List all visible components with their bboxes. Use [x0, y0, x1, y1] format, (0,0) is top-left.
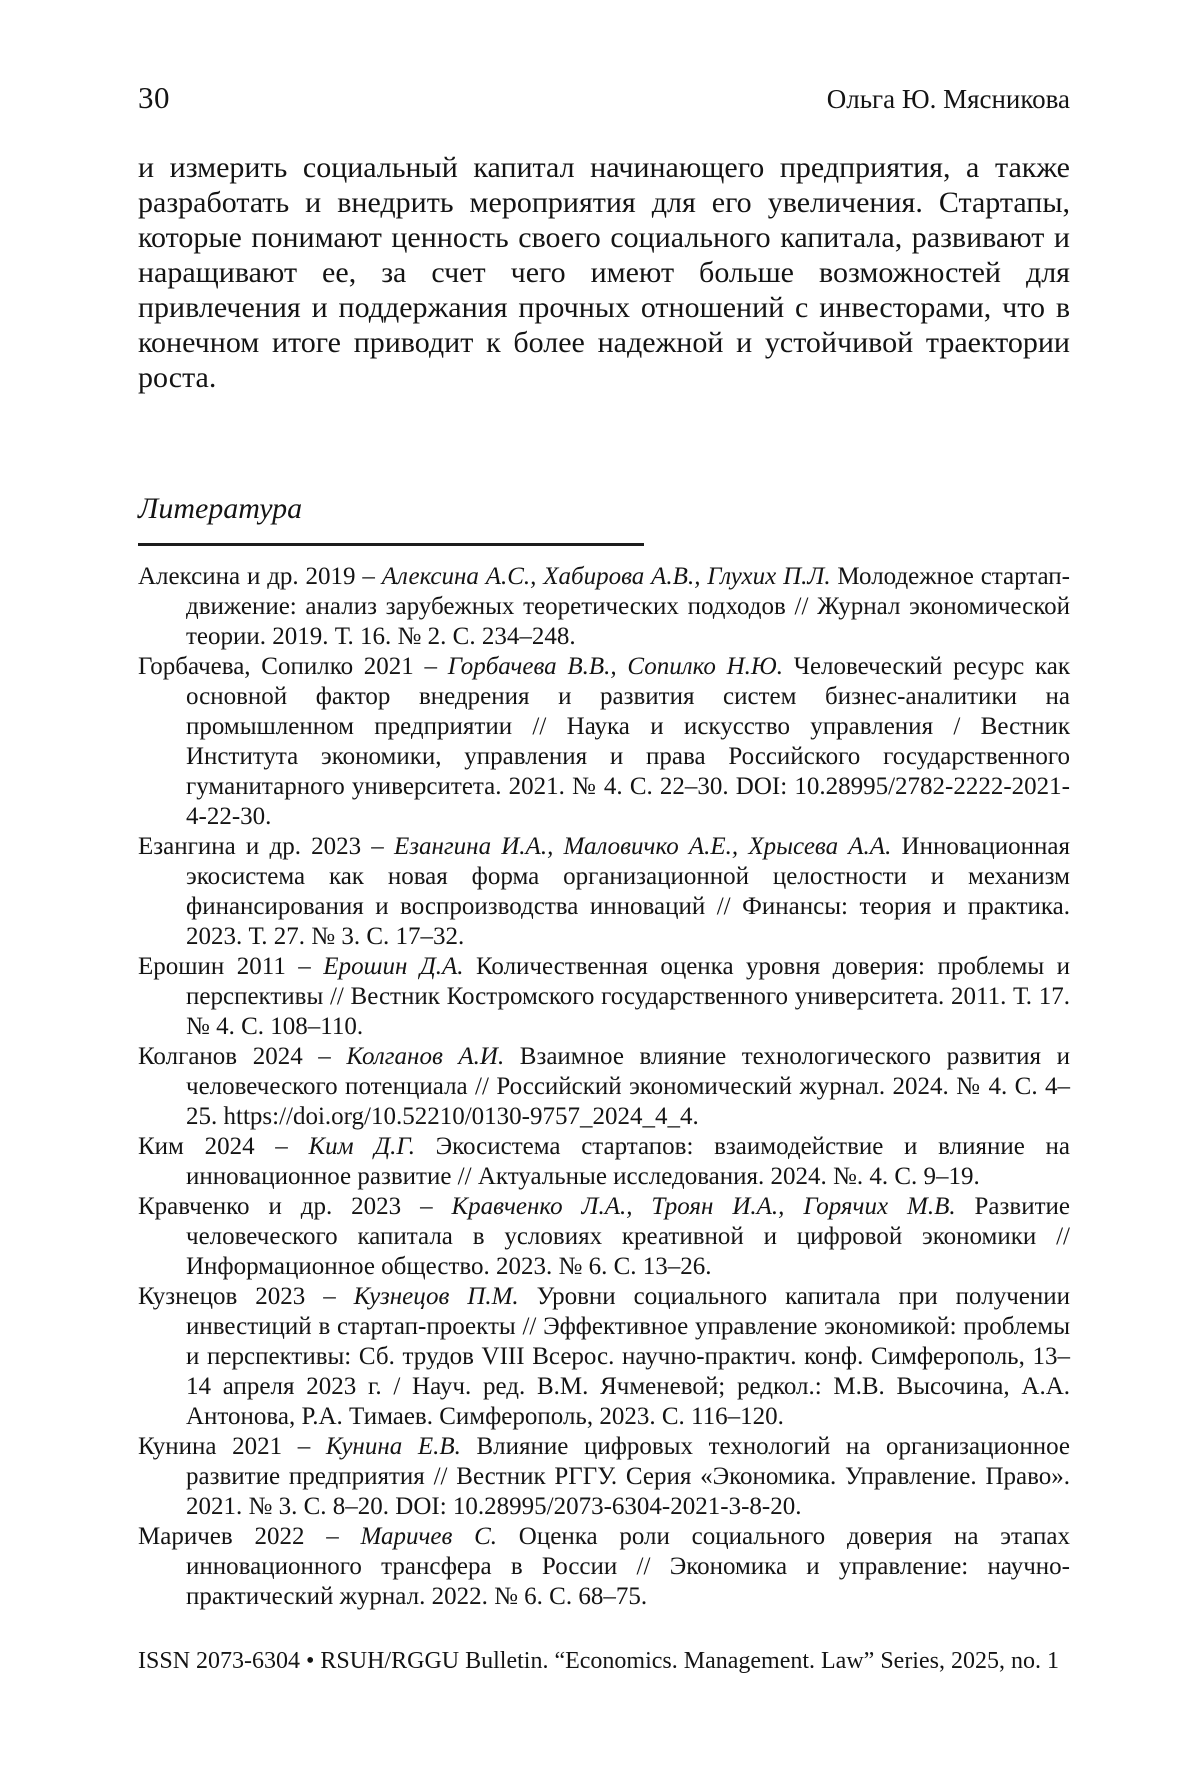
ref-label: Кунина 2021 –	[138, 1433, 326, 1460]
ref-text: Развитие человеческого капитала в условиях креативной и цифровой экономики // Информационное общество. 2023. № 6. С. 13–26.	[186, 1193, 1070, 1280]
references-heading: Литература	[138, 492, 303, 525]
ref-label: Езангина и др. 2023 –	[138, 833, 394, 860]
reference-entry	[138, 1042, 1070, 1132]
reference-entry	[138, 1132, 1070, 1192]
ref-authors: Кунина Е.В.	[325, 1433, 461, 1460]
ref-authors: Кузнецов П.М.	[353, 1283, 519, 1310]
page-header	[138, 80, 1070, 116]
footer-issn-line: ISSN 2073-6304 • RSUH/RGGU Bulletin. “Economics. Management. Law” Series, 2025, no. 1	[138, 1648, 1059, 1674]
ref-label: Кравченко и др. 2023 –	[138, 1193, 452, 1220]
running-head-author: Ольга Ю. Мясникова	[826, 84, 1070, 114]
ref-label: Ким 2024 –	[138, 1133, 309, 1160]
ref-text: Уровни социального капитала при получении инвестиций в стартап-проекты // Эффективное управление экономикой: проблемы и перспективы: Сб. трудов VIII Всерос. научно-практич. конф. Симферополь, 13–14 апреля 2023 г. / Науч. ред. В.М. Ячменевой; редкол.: М.В. Высочина, А.А. Антонова, Р.А. Тимаев. Симферополь, 2023. С. 116–120.	[186, 1283, 1070, 1430]
ref-text: Оценка роли социального доверия на этапах инновационного трансфера в России // Экономика и управление: научно-практический журнал. 2022. № 6. С. 68–75.	[186, 1523, 1070, 1610]
ref-authors: Алексина А.С., Хабирова А.В., Глухих П.Л.	[381, 563, 831, 590]
ref-text: Экосистема стартапов: взаимодействие и влияние на инновационное развитие // Актуальные исследования. 2024. №. 4. С. 9–19.	[186, 1133, 1070, 1190]
ref-label: Ерошин 2011 –	[138, 953, 324, 980]
ref-text: Инновационная экосистема как новая форма организационной целостности и механизм финансирования и воспроизводства инноваций // Финансы: теория и практика. 2023. Т. 27. № 3. С. 17–32.	[186, 833, 1071, 950]
reference-entry	[138, 1522, 1070, 1612]
ref-label: Маричев 2022 –	[138, 1523, 361, 1550]
reference-entry	[138, 952, 1070, 1042]
ref-authors: Маричев С.	[360, 1523, 498, 1550]
ref-text: Молодежное стартап-движение: анализ зарубежных теоретических подходов // Журнал экономической теории. 2019. Т. 16. № 2. С. 234–248.	[186, 563, 1070, 650]
page-number: 30	[138, 80, 170, 115]
ref-authors: Езангина И.А., Маловичко А.Е., Хрысева А.А.	[393, 833, 892, 860]
ref-text: Человеческий ресурс как основной фактор внедрения и развития систем бизнес-аналитики на промышленном предприятии // Наука и искусство управления / Вестник Института экономики, управления и права Российского государственного гуманитарного университета. 2021. № 4. С. 22–30. DOI: 10.28995/2782-2222-2021-4-22-30.	[186, 653, 1070, 830]
ref-authors: Ким Д.Г.	[308, 1133, 415, 1160]
article-paragraph: и измерить социальный капитал начинающего предприятия, а также разработать и внедрить мероприятия для его увеличения. Стартапы, которые понимают ценность своего социального капитала, развивают и наращивают ее, за счет чего имеют больше возможностей для привлечения и поддержания прочных отношений с инвесторами, что в конечном итоге приводит к более надежной и устойчивой траектории роста.	[138, 151, 1070, 394]
ref-label: Горбачева, Сопилко 2021 –	[138, 653, 448, 680]
reference-entry	[138, 1192, 1070, 1282]
reference-entry	[138, 652, 1070, 832]
reference-entry	[138, 1282, 1070, 1432]
ref-text: Количественная оценка уровня доверия: проблемы и перспективы // Вестник Костромского государственного университета. 2011. Т. 17. № 4. С. 108–110.	[186, 953, 1070, 1040]
references-list	[138, 562, 1070, 1612]
ref-authors: Колганов А.И.	[346, 1043, 505, 1070]
ref-label: Колганов 2024 –	[138, 1043, 347, 1070]
reference-entry	[138, 832, 1070, 952]
ref-label: Кузнецов 2023 –	[138, 1283, 354, 1310]
heading-rule	[138, 543, 644, 546]
ref-text: Влияние цифровых технологий на организационное развитие предприятия // Вестник РГГУ. Серия «Экономика. Управление. Право». 2021. № 3. С. 8–20. DOI: 10.28995/2073-6304-2021-3-8-20.	[186, 1433, 1070, 1520]
ref-authors: Горбачева В.В., Сопилко Н.Ю.	[447, 653, 783, 680]
ref-authors: Кравченко Л.А., Троян И.А., Горячих М.В.	[451, 1193, 956, 1220]
reference-entry	[138, 1432, 1070, 1522]
ref-authors: Ерошин Д.А.	[323, 953, 464, 980]
reference-entry	[138, 562, 1070, 652]
ref-label: Алексина и др. 2019 –	[138, 563, 382, 590]
ref-text: Взаимное влияние технологического развития и человеческого потенциала // Российский экономический журнал. 2024. № 4. С. 4–25. https://doi.org/10.52210/0130-9757_2024_4_4.	[186, 1043, 1071, 1130]
